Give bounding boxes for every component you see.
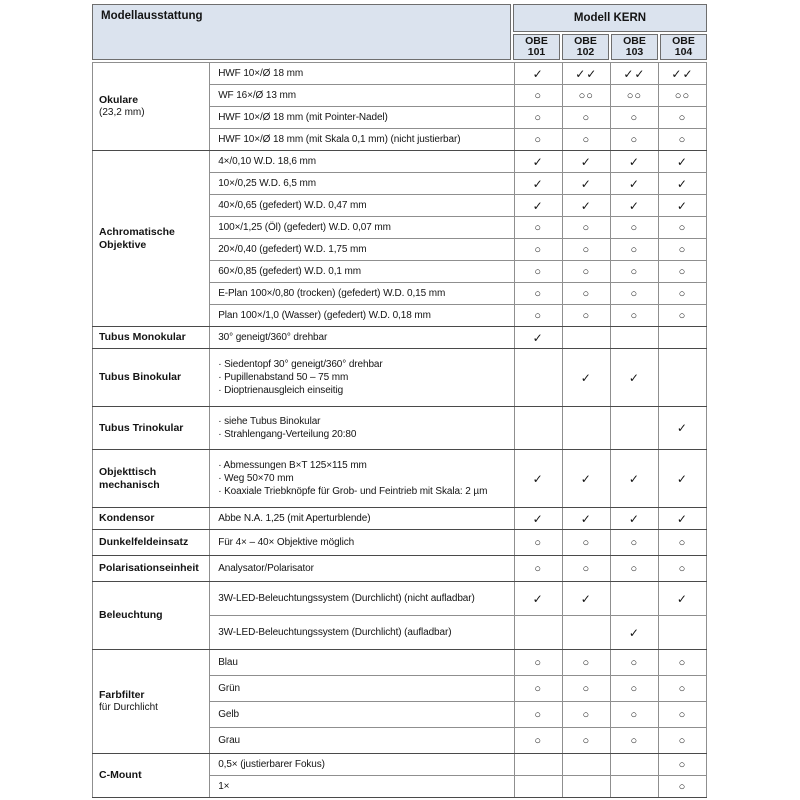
availability-check-mark: ✓: [514, 327, 562, 349]
availability-option-mark: ○○: [610, 85, 658, 107]
availability-option-mark: ○: [514, 556, 562, 582]
availability-option-mark: ○: [610, 305, 658, 327]
availability-check-mark: ✓: [658, 582, 706, 616]
category-title: Polarisationseinheit: [99, 562, 199, 575]
table-header: [92, 4, 707, 60]
availability-empty-cell: [514, 616, 562, 650]
availability-option-mark: ○: [562, 530, 610, 556]
header-right-title: Modell KERN: [573, 12, 647, 24]
feature-cell: E-Plan 100×/0,80 (trocken) (gefedert) W.D. 0,15 mm: [210, 283, 514, 305]
availability-check-mark: ✓: [610, 508, 658, 530]
feature-bullet-line: · Strahlengang-Verteilung 20:80: [218, 429, 357, 440]
column-header-obe-101: [513, 34, 560, 60]
category-title: Achromatische Objektive: [99, 226, 175, 251]
availability-option-mark: ○: [514, 239, 562, 261]
feature-cell: 1×: [210, 776, 514, 798]
feature-cell: [210, 349, 514, 407]
feature-cell: Abbe N.A. 1,25 (mit Aperturblende): [210, 508, 514, 530]
category-subtitle: (23,2 mm): [99, 106, 145, 118]
category-cell: [93, 327, 210, 349]
availability-option-mark: ○: [658, 530, 706, 556]
feature-cell: 4×/0,10 W.D. 18,6 mm: [210, 151, 514, 173]
availability-option-mark: ○: [562, 702, 610, 728]
availability-option-mark: ○: [514, 650, 562, 676]
availability-empty-cell: [658, 327, 706, 349]
availability-empty-cell: [562, 616, 610, 650]
category-cell: [93, 508, 210, 530]
feature-cell: Gelb: [210, 702, 514, 728]
availability-check-mark: ✓: [610, 349, 658, 407]
category-cell: [93, 556, 210, 582]
availability-check-mark: ✓: [514, 195, 562, 217]
availability-empty-cell: [610, 407, 658, 450]
model-header-row: [513, 34, 707, 60]
feature-cell: HWF 10×/Ø 18 mm: [210, 63, 514, 85]
availability-empty-cell: [562, 754, 610, 776]
category-cell: [93, 450, 210, 508]
availability-empty-cell: [658, 349, 706, 407]
availability-check-mark: ✓: [610, 195, 658, 217]
availability-check-mark: ✓: [658, 508, 706, 530]
availability-option-mark: ○: [658, 776, 706, 798]
availability-option-mark: ○: [658, 676, 706, 702]
feature-cell: Für 4× – 40× Objektive möglich: [210, 530, 514, 556]
feature-cell: HWF 10×/Ø 18 mm (mit Skala 0,1 mm) (nicht justierbar): [210, 129, 514, 151]
feature-cell: 30° geneigt/360° drehbar: [210, 327, 514, 349]
availability-empty-cell: [514, 407, 562, 450]
category-subtitle: für Durchlicht: [99, 701, 158, 713]
availability-option-mark: ○○: [658, 85, 706, 107]
category-cell: [93, 582, 210, 650]
availability-check-mark: ✓: [658, 195, 706, 217]
category-cell: [93, 63, 210, 151]
availability-option-mark: ○: [562, 283, 610, 305]
feature-cell: Plan 100×/1,0 (Wasser) (gefedert) W.D. 0,18 mm: [210, 305, 514, 327]
availability-option-mark: ○: [610, 217, 658, 239]
availability-option-mark: ○: [610, 239, 658, 261]
feature-cell: HWF 10×/Ø 18 mm (mit Pointer-Nadel): [210, 107, 514, 129]
availability-option-mark: ○: [658, 261, 706, 283]
availability-empty-cell: [610, 754, 658, 776]
availability-check-mark: ✓: [658, 151, 706, 173]
category-cell: [93, 754, 210, 798]
availability-option-mark: ○: [514, 129, 562, 151]
availability-check-mark: ✓: [610, 173, 658, 195]
table-body: [93, 63, 707, 798]
category-cell: [93, 349, 210, 407]
availability-empty-cell: [514, 349, 562, 407]
feature-bullet-line: · Pupillenabstand 50 – 75 mm: [218, 372, 349, 383]
availability-option-mark: ○: [658, 129, 706, 151]
category-title: Objekttisch mechanisch: [99, 466, 160, 491]
category-title: Kondensor: [99, 512, 155, 525]
availability-check-mark: ✓: [658, 450, 706, 508]
feature-cell: 40×/0,65 (gefedert) W.D. 0,47 mm: [210, 195, 514, 217]
availability-option-mark: ○: [658, 754, 706, 776]
spec-table: [92, 4, 707, 798]
availability-option-mark: ○: [562, 650, 610, 676]
table-row: [93, 650, 707, 676]
availability-option-mark: ○: [562, 217, 610, 239]
availability-option-mark: ○: [514, 261, 562, 283]
availability-option-mark: ○○: [562, 85, 610, 107]
availability-option-mark: ○: [658, 650, 706, 676]
availability-check-mark: ✓: [562, 173, 610, 195]
availability-option-mark: ○: [610, 107, 658, 129]
availability-check-mark: ✓: [562, 508, 610, 530]
availability-option-mark: ○: [562, 728, 610, 754]
feature-cell: [210, 407, 514, 450]
availability-option-mark: ○: [514, 676, 562, 702]
category-cell: [93, 151, 210, 327]
column-header-modell-kern: [513, 4, 707, 32]
header-left-title: Modellausstattung: [101, 10, 203, 22]
model-number: 103: [625, 46, 644, 58]
feature-bullet-line: · Abmessungen B×T 125×115 mm: [218, 460, 367, 471]
availability-empty-cell: [514, 776, 562, 798]
availability-option-mark: ○: [562, 129, 610, 151]
availability-option-mark: ○: [658, 556, 706, 582]
availability-option-mark: ○: [658, 702, 706, 728]
feature-bullet-line: · siehe Tubus Binokular: [218, 416, 321, 427]
table-row: [93, 582, 707, 616]
availability-option-mark: ○: [562, 556, 610, 582]
feature-cell: Analysator/Polarisator: [210, 556, 514, 582]
availability-check-mark: ✓: [658, 173, 706, 195]
table-row: [93, 754, 707, 776]
availability-check-mark: ✓: [610, 616, 658, 650]
availability-option-mark: ○: [658, 728, 706, 754]
availability-check-mark: ✓: [514, 173, 562, 195]
availability-option-mark: ○: [610, 261, 658, 283]
feature-cell: WF 16×/Ø 13 mm: [210, 85, 514, 107]
column-header-obe-103: [611, 34, 658, 60]
feature-cell: 20×/0,40 (gefedert) W.D. 1,75 mm: [210, 239, 514, 261]
table-row: [93, 349, 707, 407]
availability-check-mark: ✓: [514, 151, 562, 173]
feature-bullet-line: · Siedentopf 30° geneigt/360° drehbar: [218, 359, 383, 370]
model-number: 104: [674, 46, 693, 58]
availability-option-mark: ○: [514, 728, 562, 754]
table-row: [93, 63, 707, 85]
availability-empty-cell: [610, 776, 658, 798]
feature-cell: 100×/1,25 (Öl) (gefedert) W.D. 0,07 mm: [210, 217, 514, 239]
availability-option-mark: ○: [514, 283, 562, 305]
availability-option-mark: ○: [610, 676, 658, 702]
category-title: Farbfilter: [99, 689, 145, 702]
model-series: OBE: [623, 35, 646, 47]
feature-cell: Grün: [210, 676, 514, 702]
availability-empty-cell: [562, 327, 610, 349]
availability-check-mark: ✓✓: [658, 63, 706, 85]
availability-option-mark: ○: [658, 107, 706, 129]
availability-option-mark: ○: [658, 217, 706, 239]
header-model-section: [513, 4, 707, 60]
category-title: Dunkelfeldeinsatz: [99, 536, 189, 549]
feature-bullet-line: · Dioptrienausgleich einseitig: [218, 385, 344, 396]
availability-check-mark: ✓: [610, 450, 658, 508]
availability-check-mark: ✓✓: [562, 63, 610, 85]
availability-check-mark: ✓: [562, 349, 610, 407]
feature-bullet-line: · Koaxiale Triebknöpfe für Grob- und Feintrieb mit Skala: 2 µm: [218, 486, 488, 497]
availability-option-mark: ○: [610, 129, 658, 151]
category-cell: [93, 650, 210, 754]
category-title: Tubus Trinokular: [99, 421, 184, 434]
availability-option-mark: ○: [514, 217, 562, 239]
table-row: [93, 508, 707, 530]
availability-check-mark: ✓: [514, 508, 562, 530]
availability-empty-cell: [514, 754, 562, 776]
feature-cell: Grau: [210, 728, 514, 754]
feature-cell: 0,5× (justierbarer Fokus): [210, 754, 514, 776]
availability-check-mark: ✓: [562, 582, 610, 616]
availability-option-mark: ○: [562, 676, 610, 702]
feature-cell: Blau: [210, 650, 514, 676]
model-series: OBE: [672, 35, 695, 47]
column-header-modellausstattung: [92, 4, 511, 60]
availability-check-mark: ✓: [562, 195, 610, 217]
availability-check-mark: ✓: [610, 151, 658, 173]
table-row: [93, 151, 707, 173]
availability-check-mark: ✓: [514, 450, 562, 508]
table-row: [93, 450, 707, 508]
table-row: [93, 530, 707, 556]
availability-option-mark: ○: [658, 305, 706, 327]
availability-check-mark: ✓: [562, 151, 610, 173]
availability-option-mark: ○: [562, 305, 610, 327]
category-title: Okulare: [99, 94, 139, 107]
availability-check-mark: ✓: [514, 63, 562, 85]
availability-check-mark: ✓: [514, 582, 562, 616]
feature-cell: [210, 450, 514, 508]
category-title: Beleuchtung: [99, 609, 163, 622]
feature-table-body: [92, 62, 707, 798]
availability-empty-cell: [562, 407, 610, 450]
availability-option-mark: ○: [514, 85, 562, 107]
feature-cell: 10×/0,25 W.D. 6,5 mm: [210, 173, 514, 195]
availability-option-mark: ○: [658, 283, 706, 305]
availability-option-mark: ○: [514, 107, 562, 129]
availability-option-mark: ○: [610, 556, 658, 582]
availability-option-mark: ○: [562, 239, 610, 261]
category-title: C-Mount: [99, 769, 142, 782]
availability-check-mark: ✓: [658, 407, 706, 450]
availability-option-mark: ○: [514, 702, 562, 728]
availability-empty-cell: [658, 616, 706, 650]
feature-bullet-line: · Weg 50×70 mm: [218, 473, 294, 484]
availability-option-mark: ○: [562, 107, 610, 129]
availability-option-mark: ○: [610, 283, 658, 305]
availability-option-mark: ○: [610, 530, 658, 556]
table-row: [93, 407, 707, 450]
availability-option-mark: ○: [658, 239, 706, 261]
feature-cell: 3W-LED-Beleuchtungssystem (Durchlicht) (aufladbar): [210, 616, 514, 650]
model-number: 102: [576, 46, 595, 58]
feature-cell: 3W-LED-Beleuchtungssystem (Durchlicht) (nicht aufladbar): [210, 582, 514, 616]
column-header-obe-104: [660, 34, 707, 60]
category-cell: [93, 407, 210, 450]
model-number: 101: [527, 46, 546, 58]
availability-check-mark: ✓: [562, 450, 610, 508]
category-title: Tubus Monokular: [99, 331, 186, 344]
availability-option-mark: ○: [610, 650, 658, 676]
availability-empty-cell: [610, 327, 658, 349]
table-row: [93, 327, 707, 349]
category-cell: [93, 530, 210, 556]
model-series: OBE: [574, 35, 597, 47]
availability-check-mark: ✓✓: [610, 63, 658, 85]
availability-empty-cell: [562, 776, 610, 798]
availability-option-mark: ○: [610, 728, 658, 754]
table-row: [93, 556, 707, 582]
column-header-obe-102: [562, 34, 609, 60]
availability-option-mark: ○: [610, 702, 658, 728]
availability-option-mark: ○: [562, 261, 610, 283]
availability-option-mark: ○: [514, 530, 562, 556]
model-series: OBE: [525, 35, 548, 47]
availability-empty-cell: [610, 582, 658, 616]
availability-option-mark: ○: [514, 305, 562, 327]
feature-cell: 60×/0,85 (gefedert) W.D. 0,1 mm: [210, 261, 514, 283]
category-title: Tubus Binokular: [99, 371, 182, 384]
